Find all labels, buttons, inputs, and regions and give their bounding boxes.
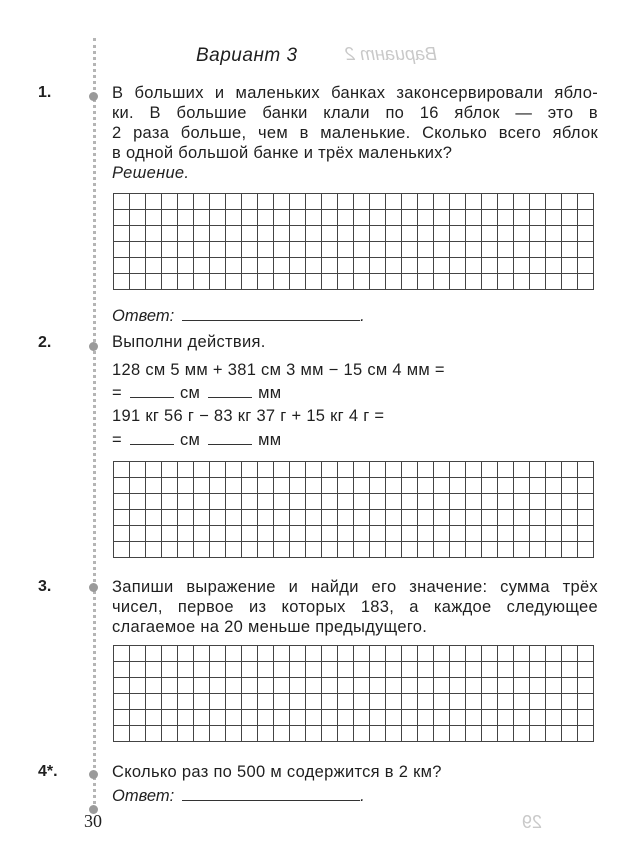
answer-label: Ответ: — [112, 307, 175, 325]
equals-sign: = — [112, 384, 122, 402]
task-2-expression-1: 128 см 5 мм + 381 см 3 мм − 15 см 4 мм = — [112, 361, 445, 379]
task-1-line: 2 раза больше, чем в маленькие. Сколько всего яблок — [112, 124, 598, 142]
solution-label: Решение. — [112, 164, 190, 182]
task-2-result-2 — [112, 430, 281, 450]
unit-label: см — [179, 431, 201, 449]
task-2-expression-2: 191 кг 56 г − 83 кг 37 г + 15 кг 4 г = — [112, 407, 385, 425]
unit-label: мм — [258, 384, 282, 402]
equals-sign: = — [112, 431, 122, 449]
page-number: 30 — [84, 811, 102, 831]
task-3-number: 3. — [38, 578, 52, 595]
margin-bullet — [89, 92, 98, 101]
margin-bullet — [89, 770, 98, 779]
unit-label: см — [179, 384, 201, 402]
task-4-number: 4*. — [38, 763, 58, 780]
task-2-number: 2. — [38, 334, 52, 351]
answer-blank[interactable] — [208, 430, 252, 445]
task-2-work-grid[interactable] — [113, 461, 594, 558]
task-4-question: Сколько раз по 500 м содержится в 2 км? — [112, 763, 442, 781]
task-1-line: в одной большой банке и трёх маленьких? — [112, 144, 453, 162]
answer-period: . — [360, 307, 365, 325]
task-1-text — [112, 83, 598, 183]
answer-blank[interactable] — [182, 306, 360, 321]
margin-bullet — [89, 342, 98, 351]
task-2-instruction: Выполни действия. — [112, 333, 266, 351]
task-1-answer — [112, 306, 365, 326]
task-1-line: В больших и маленьких банках законсервировали ябло- — [112, 84, 598, 102]
task-1-work-grid[interactable] — [113, 193, 594, 290]
answer-blank[interactable] — [182, 786, 360, 801]
margin-bullet — [89, 583, 98, 592]
bleed-through-page-number: 29 — [522, 812, 543, 832]
bleed-through-title: Вариант 2 — [345, 44, 437, 64]
task-3-line: Запиши выражение и найди его значение: сумма трёх — [112, 578, 598, 596]
unit-label: мм — [258, 431, 282, 449]
answer-period: . — [360, 787, 365, 805]
answer-blank[interactable] — [208, 383, 252, 398]
task-1-line: ки. В большие банки клали по 16 яблок — это в — [112, 104, 598, 122]
answer-blank[interactable] — [130, 383, 174, 398]
answer-blank[interactable] — [130, 430, 174, 445]
task-2-result-1 — [112, 383, 281, 403]
task-4-answer — [112, 786, 365, 806]
margin-dotted-line — [93, 38, 96, 810]
answer-label: Ответ: — [112, 787, 175, 805]
task-3-line: слагаемое на 20 меньше предыдущего. — [112, 618, 428, 636]
task-1-number: 1. — [38, 84, 52, 101]
variant-title: Вариант 3 — [196, 45, 298, 66]
task-3-work-grid[interactable] — [113, 645, 594, 742]
task-3-text — [112, 577, 598, 637]
task-3-line: чисел, первое из которых 183, а каждое следующее — [112, 598, 598, 616]
